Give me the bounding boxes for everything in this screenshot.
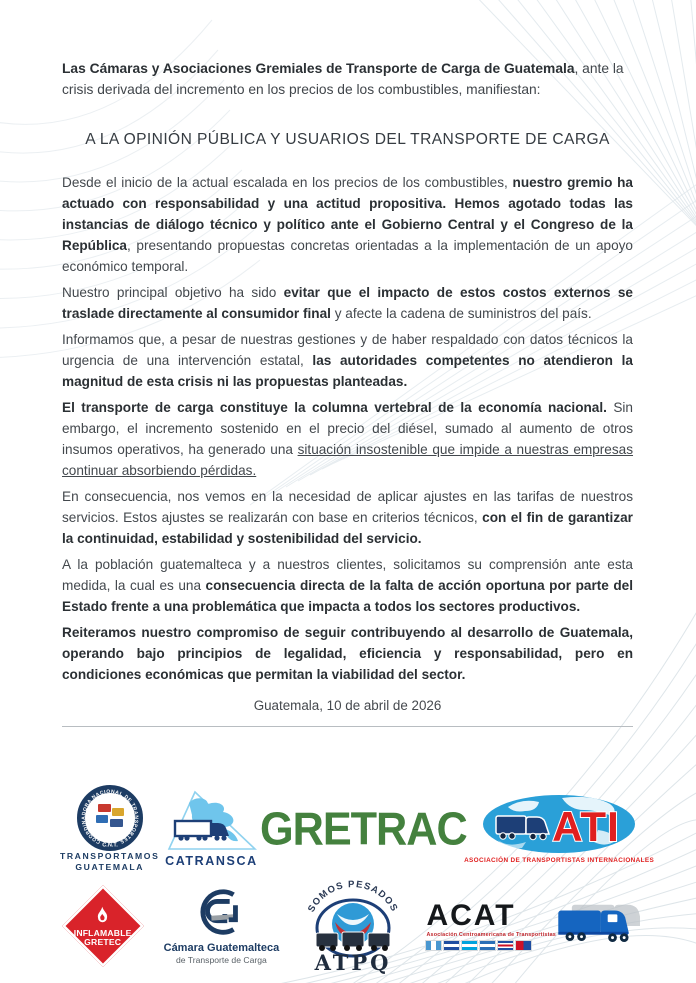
flag-honduras-icon (462, 941, 477, 950)
gretec-line2: GRETEC (84, 935, 122, 946)
flammable-diamond-icon (62, 884, 144, 966)
flag-costa-rica-icon (498, 941, 513, 950)
flag-nicaragua-icon (480, 941, 495, 950)
logo-acat (426, 895, 640, 957)
flag-el-salvador-icon (444, 941, 459, 950)
logo-row-2 (60, 877, 640, 974)
logo-cnt (60, 785, 159, 872)
separator-line (62, 726, 633, 727)
logo-camara-guatemalteca (164, 886, 280, 965)
gretrac-wordmark: GRETRAC (260, 802, 468, 854)
paragraph-segment: Informamos que, a pesar de nuestras gestiones y de haber respaldado con datos técnicos la urgencia de una intervención estatal, (62, 332, 633, 368)
paragraph (62, 486, 633, 549)
intro-rest-text: , ante la crisis derivada del incremento en los precios de los combustibles, manifiestan: (62, 61, 624, 97)
atpq-globe-trucks-icon (297, 878, 409, 974)
logo-gretrac (260, 802, 468, 854)
gretec-line1: INFLAMABLE (74, 926, 132, 937)
paragraph-segment: consecuencia directa de la falta de acción oportuna por parte del Estado frente a una problemática que impacta a todos los sectores productivos. (62, 578, 633, 614)
acat-flags-row (426, 941, 531, 950)
cnt-caption-line1: TRANSPORTAMOS (60, 850, 160, 861)
paragraph-segment: y afecte la cadena de suministros del país. (330, 306, 592, 321)
svg-text:ATPQ: ATPQ (314, 949, 392, 974)
cnt-badge-icon (77, 785, 143, 851)
intro-statement (62, 58, 633, 100)
svg-text:SOMOS PESADOS: SOMOS PESADOS (305, 878, 400, 914)
paragraph-segment: Sin embargo, el incremento sostenido en el precio del diésel, sumado al aumento de otros insumos operativos, ha generado una (62, 400, 633, 457)
paragraph-segment: situación insostenible que impide a nuestras empresas continuar absorbiendo pérdidas. (62, 442, 634, 478)
paragraph-segment: El transporte de carga constituye la columna vertebral de la economía nacional. (62, 400, 607, 415)
paragraph (62, 282, 633, 324)
svg-text:ATI: ATI (552, 802, 620, 850)
paragraph (62, 622, 633, 685)
acat-wordmark: ACAT (426, 898, 516, 932)
camara-name: Cámara Guatemalteca (163, 942, 280, 954)
intro-bold-text: Las Cámaras y Asociaciones Gremiales de Transporte de Carga de Guatemala (62, 61, 575, 76)
camara-g-icon (191, 886, 251, 940)
flag-guatemala-icon (426, 941, 441, 950)
camara-subtitle: de Transporte de Carga (176, 955, 267, 965)
body-paragraphs (62, 172, 633, 685)
paragraph-segment: las autoridades competentes no atendieron la magnitud de esta crisis ni las propuestas planteadas. (62, 353, 633, 389)
logo-row-1 (60, 780, 655, 877)
acat-truck-icon (556, 895, 640, 957)
svg-text:COORDINADORA NACIONAL DE TRANS: COORDINADORA NACIONAL DE TRANSPORTES (80, 788, 139, 845)
logo-gretec (60, 880, 146, 972)
cnt-caption-line2: GUATEMALA (75, 861, 145, 872)
paragraph-segment: En consecuencia, nos vemos en la necesidad de aplicar ajustes en las tarifas de nuestros servicios. Estos ajustes se realizarán con base en criterios técnicos, (62, 489, 633, 525)
catransca-label: CATRANSCA (165, 854, 258, 868)
svg-text:C.N.T.: C.N.T. (101, 842, 118, 849)
paragraph-segment: Nuestro principal objetivo ha sido (62, 285, 284, 300)
ati-subtitle: ASOCIACIÓN DE TRANSPORTISTAS INTERNACIONALES (464, 856, 655, 864)
paragraph-segment: Desde el inicio de la actual escalada en los precios de los combustibles, (62, 175, 513, 190)
logo-catransca (159, 789, 263, 868)
flag-panama-icon (516, 941, 531, 950)
paragraph (62, 397, 633, 481)
catransca-map-truck-icon (159, 789, 263, 853)
paragraph (62, 172, 633, 277)
ati-globe-truck-icon (480, 794, 638, 856)
dateline: Guatemala, 10 de abril de 2026 (253, 698, 442, 713)
flame-icon (94, 905, 111, 923)
paragraph-segment: A la población guatemalteca y a nuestros clientes, solicitamos su comprensión ante esta medida, la cual es una (62, 557, 633, 593)
logo-atpq (297, 878, 409, 974)
paragraph-segment: , presentando propuestas concretas orientadas a la implementación de un apoyo económico temporal. (62, 238, 633, 274)
page-title: A LA OPINIÓN PÚBLICA Y USUARIOS DEL TRANSPORTE DE CARGA (85, 131, 610, 148)
paragraph (62, 329, 633, 392)
paragraph-segment: evitar que el impacto de estos costos externos se traslade directamente al consumidor final (62, 285, 633, 321)
paragraph-segment: Reiteramos nuestro compromiso de seguir contribuyendo al desarrollo de Guatemala, operando bajo principios de legalidad, eficiencia y responsabilidad, pero en condiciones económicas que permitan la viabilidad del sector. (62, 625, 633, 682)
logos-section (0, 770, 696, 974)
paragraph (62, 554, 633, 617)
logo-ati (464, 794, 654, 864)
paragraph-segment: con el fin de garantizar la continuidad, estabilidad y sostenibilidad del servicio. (62, 510, 633, 546)
paragraph-segment: nuestro gremio ha actuado con responsabilidad y una actitud propositiva. Hemos agotado todas las instancias de diálogo técnico y político ante el Gobierno Central y el Congreso de la República (62, 175, 633, 253)
acat-subtitle: Asociación Centroamericana de Transportistas (426, 932, 556, 939)
